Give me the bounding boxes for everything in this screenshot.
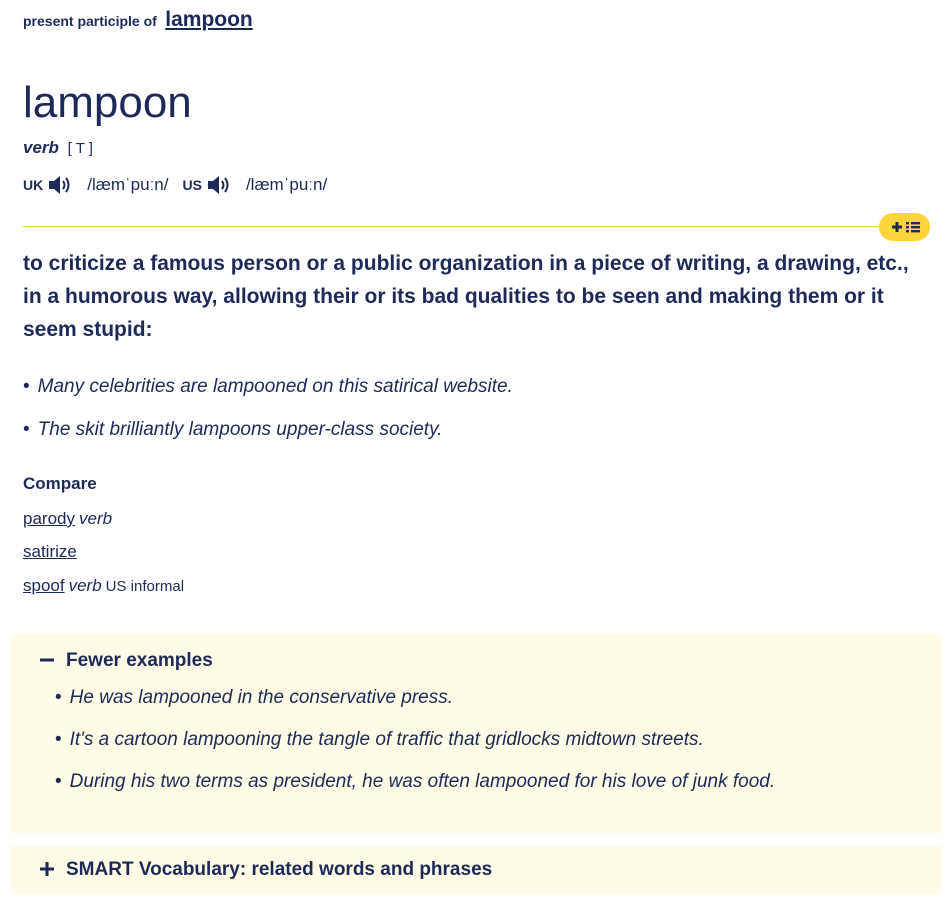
example-text: It's a cartoon lampooning the tangle of traffic that gridlocks midtown streets. — [69, 729, 704, 750]
example-item: • It's a cartoon lampooning the tangle of traffic that gridlocks midtown streets. — [55, 729, 704, 750]
compare-title: Compare — [23, 474, 97, 493]
plus-list-icon — [888, 219, 922, 235]
compare-link[interactable]: satirize — [23, 542, 77, 561]
pos-line — [23, 138, 93, 158]
example-text: Many celebrities are lampooned on this satirical website. — [37, 376, 513, 397]
definition: to criticize a famous person or a public organization in a piece of writing, a drawing, etc., in a humorous way, allowing their or its bad qualities to be seen and making them or it seem stupid: — [23, 252, 909, 341]
smart-vocabulary-toggle[interactable] — [38, 857, 492, 883]
plus-icon — [38, 857, 56, 883]
compare-item-spoof — [23, 576, 184, 596]
example-item: • Many celebrities are lampooned on this satirical website. — [23, 376, 513, 397]
present-participle-label: present participle of — [23, 13, 157, 29]
speaker-icon[interactable] — [47, 173, 73, 197]
ipa-us: /læmˈpuːn/ — [245, 175, 328, 194]
ipa-uk: /læmˈpuːn/ — [87, 175, 169, 194]
example-text: He was lampooned in the conservative press. — [69, 687, 454, 708]
compare-item-parody — [23, 509, 112, 529]
definition-divider — [23, 226, 903, 227]
speaker-icon[interactable] — [206, 173, 232, 197]
region-us: US — [182, 177, 202, 193]
add-to-wordlist-button[interactable] — [879, 213, 930, 241]
pronunciation-line — [23, 172, 341, 198]
smart-vocabulary-label: SMART Vocabulary: related words and phrases — [66, 859, 493, 880]
example-text: During his two terms as president, he was often lampooned for his love of junk food. — [69, 771, 776, 792]
fewer-examples-panel — [11, 634, 941, 833]
present-participle-line — [23, 8, 253, 32]
compare-pos: verb — [68, 576, 102, 595]
compare-register: US informal — [105, 578, 185, 595]
lemma-link[interactable]: lampoon — [165, 8, 253, 31]
example-text: The skit brilliantly lampoons upper-class society. — [37, 419, 443, 440]
grammar-code: [ T ] — [67, 140, 93, 157]
minus-icon — [38, 648, 56, 674]
compare-item-satirize — [23, 542, 77, 562]
example-item: • He was lampooned in the conservative press. — [55, 687, 454, 708]
more-examples-list — [55, 682, 775, 808]
fewer-examples-label: Fewer examples — [66, 650, 213, 671]
headword: lampoon — [23, 78, 192, 127]
compare-link[interactable]: spoof — [23, 576, 65, 595]
example-item: • The skit brilliantly lampoons upper-class society. — [23, 419, 443, 440]
compare-pos: verb — [78, 509, 113, 528]
compare-link[interactable]: parody — [23, 509, 75, 528]
smart-vocabulary-panel — [11, 846, 941, 894]
fewer-examples-toggle[interactable] — [38, 648, 213, 674]
example-item: • During his two terms as president, he was often lampooned for his love of junk food. — [55, 771, 776, 792]
region-uk: UK — [23, 177, 44, 193]
example-list — [23, 371, 513, 457]
part-of-speech: verb — [23, 138, 59, 157]
